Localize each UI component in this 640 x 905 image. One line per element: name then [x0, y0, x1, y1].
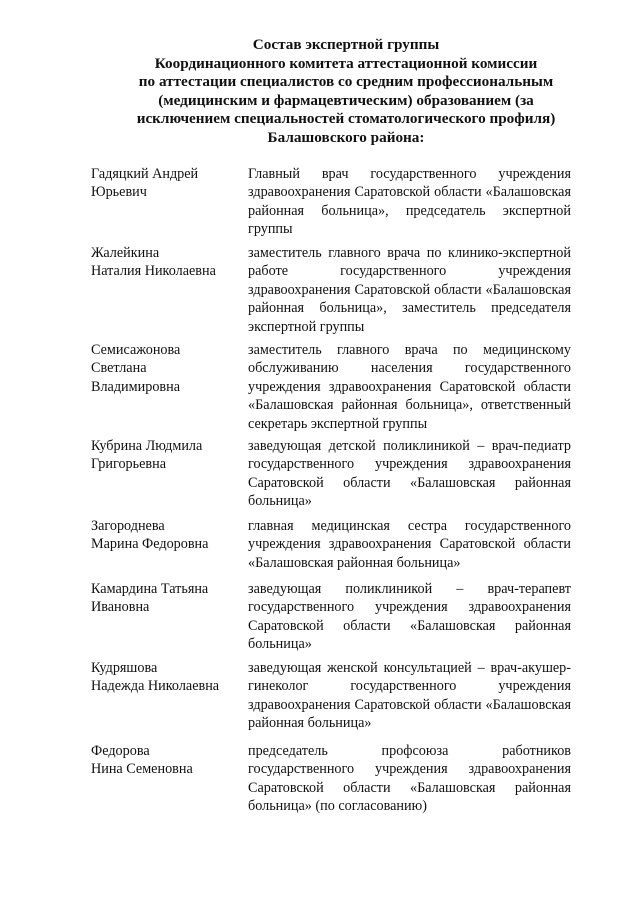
title-line: Балашовского района: [267, 128, 425, 146]
member-name [91, 244, 236, 281]
member-name [91, 580, 236, 617]
member-name [91, 341, 236, 396]
member-name-line: Нина Семеновна [91, 761, 193, 778]
title-line: Координационного комитета аттестационной комиссии [154, 54, 538, 72]
member-name [91, 437, 236, 474]
member-name-line: Загороднева [91, 518, 165, 534]
member-name-line: Наталия Николаевна [91, 263, 216, 280]
member-name-line: Светлана [91, 360, 147, 377]
member-name-line: Камардина Татьяна [91, 581, 209, 597]
member-role: председатель профсоюза работников государственного учреждения здравоохранения Саратовской области «Балашовская районная больница» (по согласованию) [248, 743, 571, 815]
member-name-line: Гадяцкий Андрей [91, 166, 199, 182]
title-line: (медицинским и фармацевтическим) образованием (за [158, 91, 534, 109]
member-role: заместитель главного врача по клинико-экспертной работе государственного учреждения здравоохранения Саратовской области «Балашовская районная больница», заместитель председателя экспертной группы [248, 245, 571, 335]
member-name-line: Федорова [91, 743, 150, 759]
member-name [91, 742, 236, 779]
member-name-line: Кудряшова [91, 660, 158, 676]
document-title [100, 36, 592, 148]
member-name-line: Владимировна [91, 378, 180, 395]
member-role: заведующая детской поликлиникой – врач-педиатр государственного учреждения здравоохранения Саратовской области «Балашовская районная больница» [248, 438, 571, 510]
member-name-line: Ивановна [91, 599, 150, 616]
member-name-line: Семисажонова [91, 342, 181, 358]
title-line: исключением специальностей стоматологического профиля) [136, 110, 556, 128]
member-role: заведующая поликлиникой – врач-терапевт государственного учреждения здравоохранения Саратовской области «Балашовская районная больница» [248, 581, 571, 653]
member-name-line: Марина Федоровна [91, 536, 209, 553]
member-role: главная медицинская сестра государственного учреждения здравоохранения Саратовской области «Балашовская районная больница» [248, 518, 571, 571]
member-name-line: Григорьевна [91, 456, 167, 473]
member-name-line: Юрьевич [91, 184, 147, 201]
member-name [91, 659, 236, 696]
member-name [91, 165, 236, 202]
member-name-line: Кубрина Людмила [91, 438, 203, 454]
member-name-line: Жалейкина [91, 245, 160, 261]
member-role: Главный врач государственного учреждения здравоохранения Саратовской области «Балашовская районная больница», председатель экспертной группы [248, 166, 571, 238]
member-name-line: Надежда Николаевна [91, 678, 220, 695]
member-role: заведующая женской консультацией – врач-акушер-гинеколог государственного учреждения здравоохранения Саратовской области «Балашовская районная больница» [248, 660, 571, 732]
title-line: по аттестации специалистов со средним профессиональным [138, 73, 554, 91]
member-role: заместитель главного врача по медицинскому обслуживанию населения государственного учреждения здравоохранения Саратовской области «Балашовская районная больница», ответственный секретарь экспертной группы [248, 342, 571, 432]
member-name [91, 517, 236, 554]
title-line: Состав экспертной группы [252, 36, 440, 53]
